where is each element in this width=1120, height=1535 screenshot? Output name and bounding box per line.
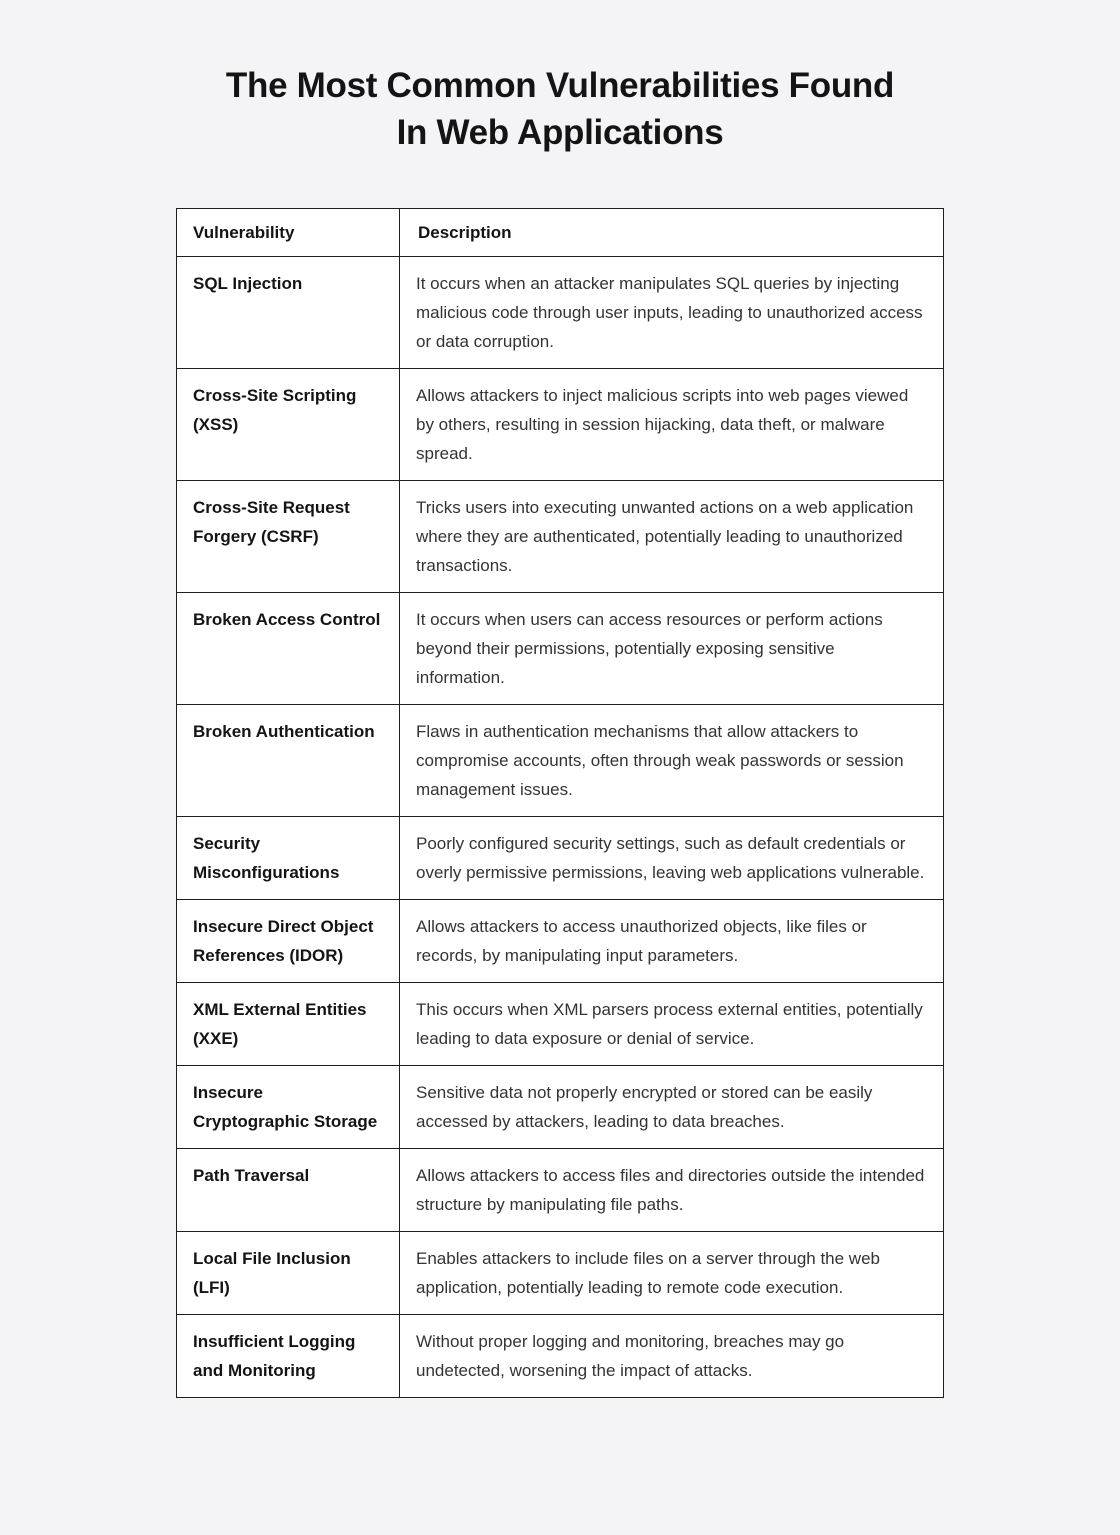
vulnerability-description: Poorly configured security settings, such as default credentials or overly permissive permissions, leaving web applications vulnerable. [400, 817, 944, 900]
vulnerability-name: XML External Entities (XXE) [177, 983, 400, 1066]
table-row [177, 1149, 944, 1232]
column-header-description: Description [400, 209, 944, 257]
vulnerability-name: Security Misconfigurations [177, 817, 400, 900]
table-row [177, 817, 944, 900]
vulnerabilities-table [176, 208, 944, 1398]
table-row [177, 593, 944, 705]
vulnerability-name: Broken Access Control [177, 593, 400, 705]
vulnerability-description: It occurs when users can access resources or perform actions beyond their permissions, potentially exposing sensitive information. [400, 593, 944, 705]
table-header-row [177, 209, 944, 257]
column-header-vulnerability: Vulnerability [177, 209, 400, 257]
vulnerability-name: Cross-Site Request Forgery (CSRF) [177, 481, 400, 593]
page-title-line-1: The Most Common Vulnerabilities Found [225, 66, 895, 105]
vulnerability-description: Flaws in authentication mechanisms that allow attackers to compromise accounts, often through weak passwords or session management issues. [400, 705, 944, 817]
vulnerability-description: Allows attackers to access files and directories outside the intended structure by manipulating file paths. [400, 1149, 944, 1232]
vulnerability-name: SQL Injection [177, 257, 400, 369]
table-row [177, 257, 944, 369]
vulnerability-name: Insufficient Logging and Monitoring [177, 1315, 400, 1398]
table-row [177, 983, 944, 1066]
vulnerability-description: This occurs when XML parsers process external entities, potentially leading to data exposure or denial of service. [400, 983, 944, 1066]
table-row [177, 1066, 944, 1149]
vulnerability-description: It occurs when an attacker manipulates SQL queries by injecting malicious code through user inputs, leading to unauthorized access or data corruption. [400, 257, 944, 369]
vulnerability-name: Insecure Direct Object References (IDOR) [177, 900, 400, 983]
page-title-line-2: In Web Applications [396, 113, 724, 152]
table-row [177, 481, 944, 593]
vulnerability-description: Enables attackers to include files on a server through the web application, potentially leading to remote code execution. [400, 1232, 944, 1315]
table-row [177, 900, 944, 983]
vulnerability-description: Tricks users into executing unwanted actions on a web application where they are authenticated, potentially leading to unauthorized transactions. [400, 481, 944, 593]
vulnerability-name: Path Traversal [177, 1149, 400, 1232]
vulnerability-name: Insecure Cryptographic Storage [177, 1066, 400, 1149]
vulnerability-description: Allows attackers to access unauthorized objects, like files or records, by manipulating input parameters. [400, 900, 944, 983]
page-title [0, 62, 1120, 156]
table-row [177, 1232, 944, 1315]
vulnerability-description: Sensitive data not properly encrypted or stored can be easily accessed by attackers, leading to data breaches. [400, 1066, 944, 1149]
table-row [177, 705, 944, 817]
table-row [177, 369, 944, 481]
vulnerability-description: Allows attackers to inject malicious scripts into web pages viewed by others, resulting in session hijacking, data theft, or malware spread. [400, 369, 944, 481]
vulnerability-description: Without proper logging and monitoring, breaches may go undetected, worsening the impact of attacks. [400, 1315, 944, 1398]
table-row [177, 1315, 944, 1398]
vulnerability-name: Local File Inclusion (LFI) [177, 1232, 400, 1315]
vulnerability-name: Broken Authentication [177, 705, 400, 817]
vulnerability-name: Cross-Site Scripting (XSS) [177, 369, 400, 481]
